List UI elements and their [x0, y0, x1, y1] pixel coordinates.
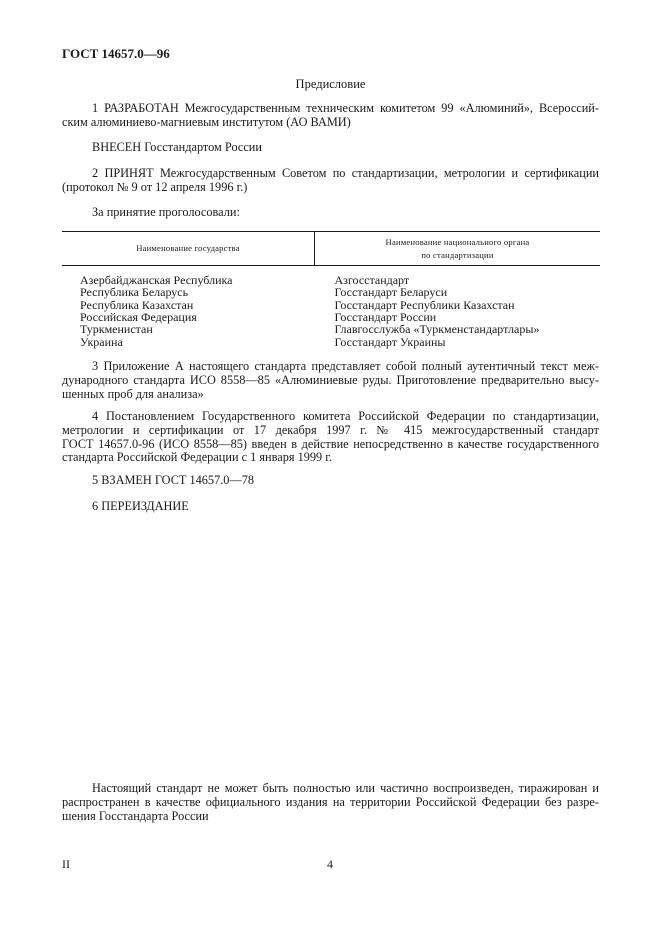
notice-line-2: распространен в качестве официального издания на территории Российской Федерации без разре-: [62, 794, 599, 809]
paragraph-6-reissue: [62, 500, 599, 514]
notice-line-1: Настоящий стандарт не может быть полностью или частично воспроизведен, тиражирован и: [92, 781, 599, 795]
paragraph-2-line-2: (протокол № 9 от 12 апреля 1996 г.): [62, 179, 248, 194]
paragraph-2-adopted: [62, 167, 599, 195]
notice-line-3: шения Госстандарта России: [62, 808, 209, 823]
states-table: [62, 231, 600, 348]
body-cell: Госстандарт Украины: [334, 334, 446, 349]
paragraph-voted-line: За принятие проголосовали:: [92, 205, 240, 219]
state-cell: Республика Казахстан: [80, 297, 194, 312]
page-number: 4: [327, 857, 333, 871]
paragraph-introduced: [62, 141, 599, 155]
paragraph-voted: [62, 206, 599, 220]
body-cell: Азгосстандарт: [334, 273, 410, 287]
paragraph-5-line: 5 ВЗАМЕН ГОСТ 14657.0—78: [92, 473, 255, 487]
table-header-row: [62, 232, 600, 266]
paragraph-3-line-3: шенных проб для анализа»: [62, 386, 204, 401]
paragraph-introduced-line: ВНЕСЕН Госстандартом России: [92, 140, 262, 154]
states-column: [62, 266, 315, 349]
paragraph-1-line-2: ским алюминиево-магниевым институтом (АО ВАМИ): [62, 114, 351, 129]
body-cell: Главгосслужба «Туркменстандартлары»: [334, 322, 540, 337]
paragraph-1-line-1: 1 РАЗРАБОТАН Межгосударственным техническим комитетом 99 «Алюминий», Всероссий-: [92, 101, 599, 115]
copyright-notice: [62, 782, 599, 823]
table-header-body-line-1: Наименование национального органа: [385, 237, 530, 248]
paragraph-4-line-1: 4 Постановлением Государственного комитета Российской Федерации по стандартизации,: [92, 409, 599, 423]
state-cell: Туркменистан: [80, 322, 153, 337]
paragraph-3-line-2: дународного стандарта ИСО 8558—85 «Алюминиевые руды. Приготовление предварительно высу-: [62, 372, 599, 387]
state-cell: Республика Беларусь: [80, 285, 189, 300]
state-cell: Азербайджанская Республика: [80, 273, 233, 287]
body-cell: Госстандарт России: [334, 310, 437, 325]
body-cell: Госстандарт Беларуси: [334, 285, 448, 300]
body-cell: Госстандарт Республики Казахстан: [334, 297, 515, 312]
bodies-column: [315, 266, 601, 349]
paragraph-4-line-3: ГОСТ 14657.0-96 (ИСО 8558—85) введен в действие непосредственно в качестве государственного: [62, 436, 599, 451]
paragraph-3-annex: [62, 360, 599, 401]
paragraph-5-replaces: [62, 474, 599, 488]
paragraph-4-decree: [62, 410, 599, 465]
table-body-row: [62, 266, 600, 349]
state-cell: Украина: [80, 334, 123, 349]
state-cell: Российская Федерация: [80, 310, 197, 325]
preface-title: Предисловие: [295, 77, 366, 91]
table-header-body: [315, 232, 601, 266]
paragraph-4-line-4: стандарта Российской Федерации с 1 января 1999 г.: [62, 450, 332, 465]
table-header-state: Наименование государства: [62, 232, 315, 266]
document-code: ГОСТ 14657.0—96: [62, 46, 170, 61]
footer-roman-numeral: II: [62, 857, 70, 871]
paragraph-1-developed: [62, 102, 599, 130]
paragraph-4-line-2: метрологии и сертификации от 17 декабря 1997 г. № 415 межгосударственный стандарт: [62, 422, 599, 437]
table-header-body-line-2: по стандартизации: [421, 249, 494, 260]
paragraph-3-line-1: 3 Приложение А настоящего стандарта представляет собой полный аутентичный текст меж-: [92, 359, 599, 373]
paragraph-6-line: 6 ПЕРЕИЗДАНИЕ: [92, 499, 189, 513]
paragraph-2-line-1: 2 ПРИНЯТ Межгосударственным Советом по стандартизации, метрологии и сертификации: [92, 166, 599, 180]
